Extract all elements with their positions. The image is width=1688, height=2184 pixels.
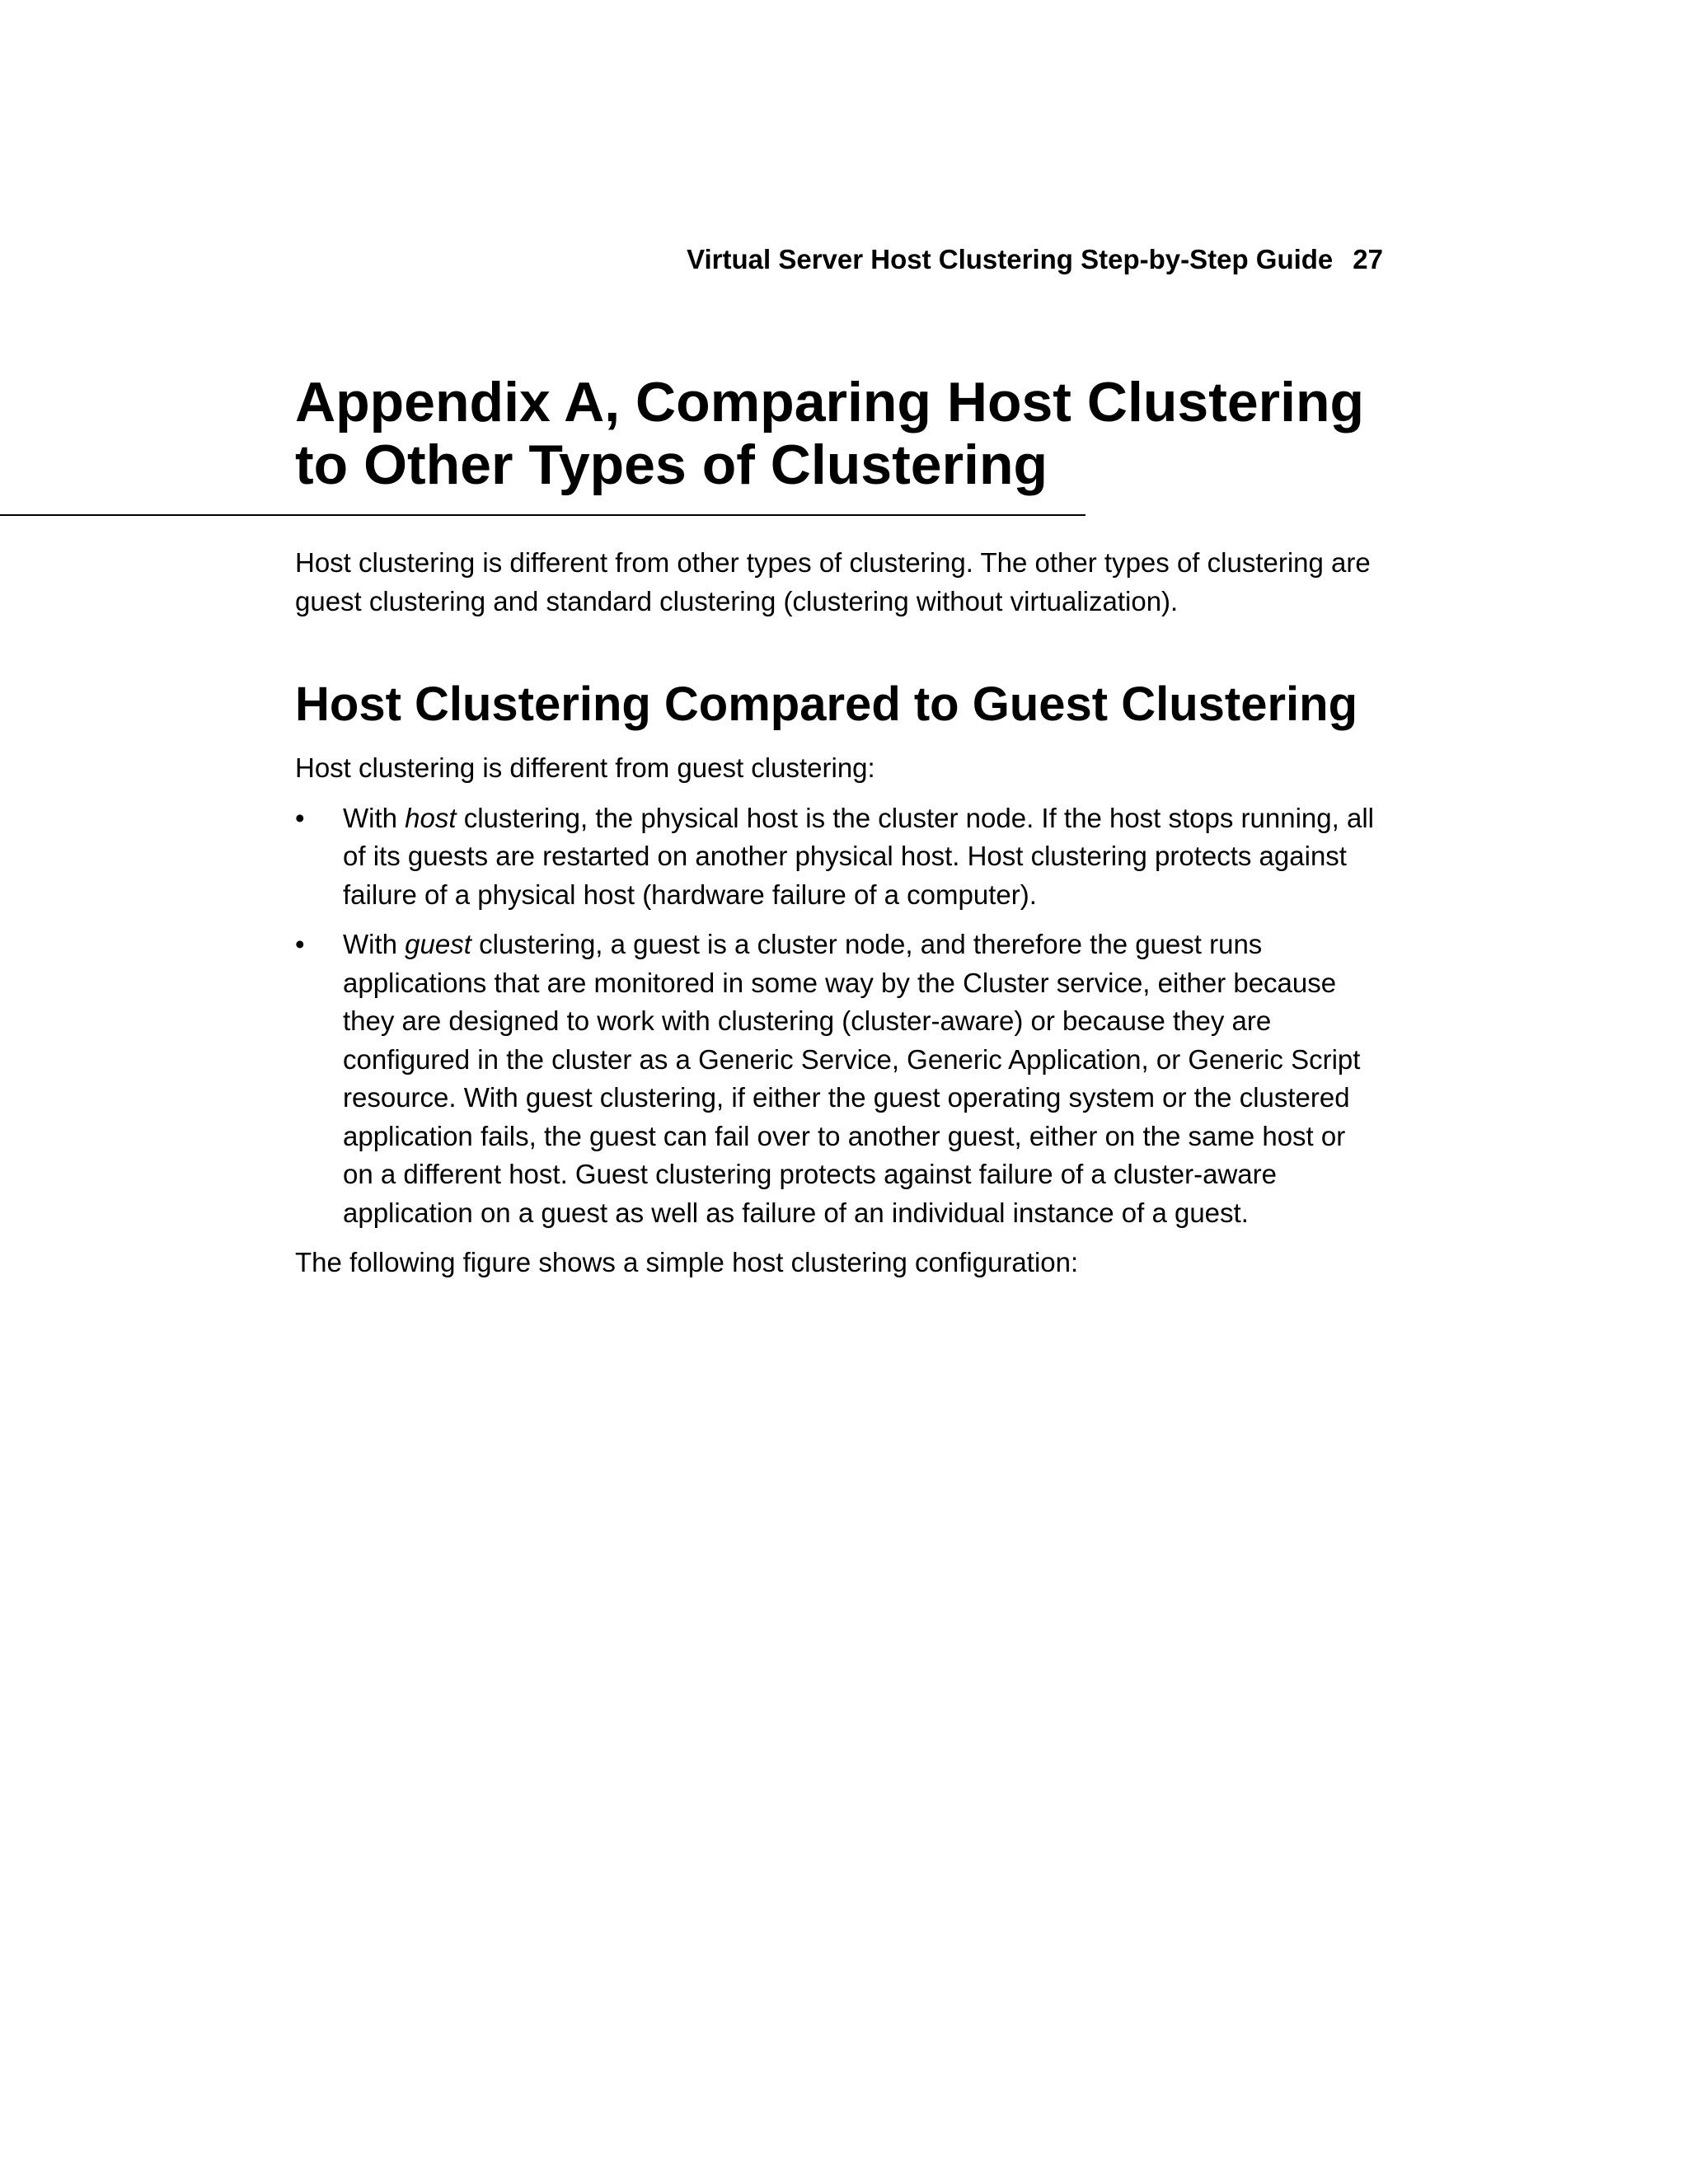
bullet-icon: • bbox=[295, 929, 305, 959]
list-item bbox=[295, 799, 1375, 915]
list-item bbox=[295, 926, 1375, 1232]
page-number: 27 bbox=[1353, 244, 1383, 274]
bullet-text: clustering, the physical host is the cluster node. If the host stops running, all of its guests are restarted on another physical host. Host clustering protects against failure of a physical host (hardware failure of a computer). bbox=[343, 802, 1374, 910]
section-lead: Host clustering is different from guest clustering: bbox=[295, 752, 875, 783]
page-content bbox=[295, 371, 1375, 1282]
section-heading: Host Clustering Compared to Guest Clustering bbox=[295, 677, 1357, 731]
running-header bbox=[687, 244, 1383, 275]
bullet-prefix: With bbox=[343, 929, 406, 959]
intro-paragraph: Host clustering is different from other types of clustering. The other types of clustering are guest clustering and standard clustering (clustering without virtualization). bbox=[295, 547, 1371, 616]
bullet-prefix: With bbox=[343, 802, 406, 833]
bullet-emphasis: guest bbox=[405, 929, 471, 959]
bullet-emphasis: host bbox=[405, 802, 457, 833]
bullet-icon: • bbox=[295, 802, 305, 833]
closing-paragraph: The following figure shows a simple host clustering configuration: bbox=[295, 1247, 1079, 1277]
bullet-text: clustering, a guest is a cluster node, and therefore the guest runs applications that are monitored in some way by the Cluster service, either because they are designed to work with clustering (cluster-aware) or because they are configured in the cluster as a Generic Service, Generic Application, or Generic Script resource. With guest clustering, if either the guest operating system or the clustered application fails, the guest can fail over to another guest, either on the same host or on a different host. Guest clustering protects against failure of a cluster-aware application on a guest as well as failure of an individual instance of a guest. bbox=[343, 929, 1361, 1228]
page-title: Appendix A, Comparing Host Clustering to Other Types of Clustering bbox=[295, 371, 1365, 496]
running-title: Virtual Server Host Clustering Step-by-Step Guide bbox=[687, 244, 1334, 274]
bullet-list bbox=[295, 799, 1375, 1233]
